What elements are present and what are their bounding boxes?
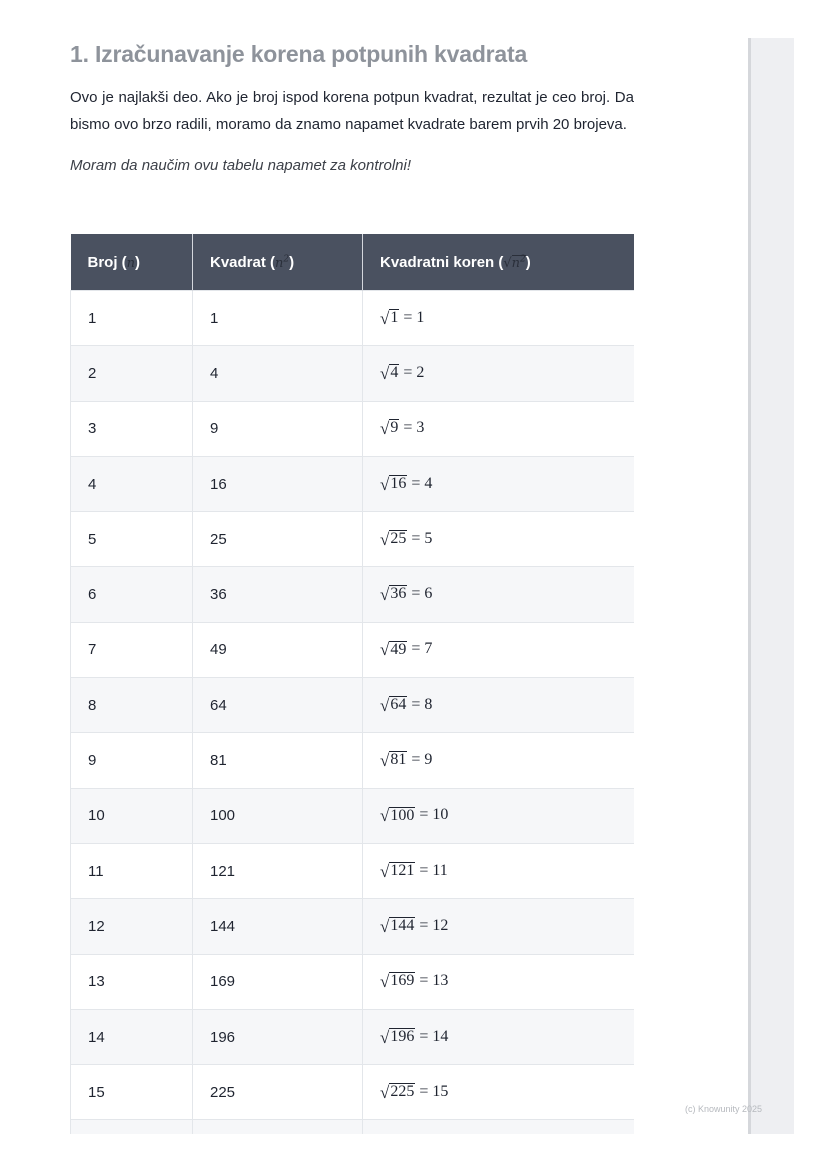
root-expression	[380, 530, 432, 548]
radicand: 9	[390, 419, 399, 437]
table-row	[71, 346, 635, 401]
cell-number: 15	[71, 1065, 193, 1120]
table-row	[71, 954, 635, 1009]
cell-square: 25	[193, 512, 363, 567]
header-number	[71, 234, 193, 291]
radical-icon: √	[380, 419, 390, 439]
cell-number: 10	[71, 788, 193, 843]
table-body	[71, 291, 635, 1135]
header-square	[193, 234, 363, 291]
root-expression	[380, 640, 432, 658]
radicand: 49	[390, 640, 407, 658]
root-result: 15	[432, 1082, 449, 1100]
cell-number: 14	[71, 1009, 193, 1064]
radical-icon: √	[380, 308, 390, 328]
radicand: 4	[390, 364, 399, 382]
root-expression	[380, 751, 432, 769]
equals-sign: =	[403, 419, 413, 437]
study-note: Moram da naučim ovu tabelu napamet za kontrolni!	[70, 157, 412, 174]
equals-sign: =	[411, 585, 421, 603]
radical-icon: √	[380, 1027, 390, 1047]
radical-icon: √	[380, 916, 390, 936]
cell-square: 64	[193, 678, 363, 733]
squares-table	[70, 234, 634, 1134]
table-row	[71, 843, 635, 898]
root-expression	[380, 1083, 448, 1101]
cell-root	[363, 1009, 635, 1064]
copyright-footer: (c) Knowunity 2025	[685, 1104, 763, 1114]
equals-sign: =	[419, 972, 429, 990]
cell-number: 5	[71, 512, 193, 567]
radicand: 81	[390, 751, 407, 769]
radicand: 100	[390, 806, 415, 824]
radicand: 144	[390, 917, 415, 935]
section-heading: 1. Izračunavanje korena potpunih kvadrata	[70, 41, 528, 67]
equals-sign: =	[403, 308, 413, 326]
root-expression	[380, 1028, 448, 1046]
cell-square: 144	[193, 899, 363, 954]
radical-icon: √	[380, 585, 390, 605]
cell-number: 3	[71, 401, 193, 456]
root-result: 2	[416, 363, 425, 381]
equals-sign: =	[403, 363, 413, 381]
cell-square: 1	[193, 291, 363, 346]
cell-root	[363, 678, 635, 733]
radical-icon: √	[380, 1082, 390, 1102]
cell-number: 6	[71, 567, 193, 622]
table-row	[71, 291, 635, 346]
squares-table-container	[70, 234, 634, 1134]
radicand: 16	[390, 474, 407, 492]
root-expression	[380, 309, 424, 327]
radicand: 25	[390, 530, 407, 548]
cell-root	[363, 291, 635, 346]
header-root	[363, 234, 635, 291]
radical-icon: √	[380, 861, 390, 881]
cell-root	[363, 567, 635, 622]
root-expression	[380, 475, 432, 493]
header-root-label: Kvadratni koren (	[380, 253, 504, 271]
cell-square: 9	[193, 401, 363, 456]
table-header-row	[71, 234, 635, 291]
cell-square: 169	[193, 954, 363, 1009]
root-expression	[380, 806, 448, 824]
cell-root	[363, 456, 635, 511]
root-result: 7	[424, 640, 433, 658]
equals-sign: =	[419, 806, 429, 824]
root-expression	[380, 364, 424, 382]
table-row	[71, 512, 635, 567]
cell-square: 100	[193, 788, 363, 843]
header-square-var: $n^2$	[275, 254, 290, 271]
table-row	[71, 567, 635, 622]
header-square-label: Kvadrat (	[210, 253, 276, 271]
radicand: 36	[390, 585, 407, 603]
root-expression	[380, 585, 432, 603]
cell-number: 8	[71, 678, 193, 733]
radicand: 196	[390, 1027, 415, 1045]
header-root-close: )	[525, 253, 531, 271]
cell-number: 13	[71, 954, 193, 1009]
root-result: 9	[424, 751, 433, 769]
header-number-close: )	[135, 253, 141, 271]
root-result: 3	[416, 419, 425, 437]
cell-square: 196	[193, 1009, 363, 1064]
header-number-var: n	[126, 255, 136, 271]
equals-sign: =	[411, 695, 421, 713]
cell-square: 4	[193, 346, 363, 401]
cell-square: 81	[193, 733, 363, 788]
cell-root	[363, 346, 635, 401]
root-result: 11	[432, 861, 448, 879]
equals-sign: =	[411, 529, 421, 547]
table-row	[71, 1009, 635, 1064]
table-row	[71, 456, 635, 511]
cell-root	[363, 843, 635, 898]
root-result: 10	[432, 806, 449, 824]
header-number-label: Broj (	[87, 253, 127, 271]
radicand: 1	[390, 308, 399, 326]
cell-root	[363, 512, 635, 567]
radical-icon: √	[380, 806, 390, 826]
cell-square: 36	[193, 567, 363, 622]
root-expression	[380, 419, 424, 437]
radicand: 64	[390, 695, 407, 713]
root-result: 6	[424, 585, 433, 603]
root-result: 4	[424, 474, 433, 492]
cell-square: 121	[193, 843, 363, 898]
radical-icon: √	[380, 474, 390, 494]
cell-root	[363, 401, 635, 456]
radical-icon: √	[380, 363, 390, 383]
radicand: 169	[390, 972, 415, 990]
radicand: 225	[390, 1083, 415, 1100]
table-row-partial	[71, 1120, 635, 1134]
root-result: 1	[416, 308, 425, 326]
cell-number: 1	[71, 291, 193, 346]
equals-sign: =	[411, 474, 421, 492]
page-scroll-margin	[748, 38, 794, 1134]
cell-number: 12	[71, 899, 193, 954]
cell-number: 11	[71, 843, 193, 898]
cell-root	[363, 899, 635, 954]
radicand: 121	[390, 861, 415, 879]
equals-sign: =	[419, 861, 429, 879]
cell-square: 49	[193, 622, 363, 677]
cell-root	[363, 954, 635, 1009]
root-expression	[380, 696, 432, 714]
radical-icon: √	[380, 751, 390, 771]
root-result: 5	[424, 529, 433, 547]
table-row	[71, 1065, 635, 1120]
root-result: 8	[424, 695, 433, 713]
cell-square: 225	[193, 1065, 363, 1120]
root-expression	[380, 862, 448, 880]
radical-icon: √	[380, 695, 390, 715]
table-row	[71, 622, 635, 677]
equals-sign: =	[419, 916, 429, 934]
cell-root	[363, 788, 635, 843]
header-root-var: $√n^2$	[503, 254, 526, 271]
table-row	[71, 678, 635, 733]
radical-icon: √	[380, 640, 390, 660]
cell-number: 2	[71, 346, 193, 401]
table-row	[71, 401, 635, 456]
cell-number: 4	[71, 456, 193, 511]
cell-number: 9	[71, 733, 193, 788]
root-expression	[380, 917, 448, 935]
table-row	[71, 899, 635, 954]
intro-paragraph: Ovo je najlakši deo. Ako je broj ispod korena potpun kvadrat, rezultat je ceo broj. Da bismo ovo brzo radili, moramo da znamo napamet kvadrate barem prvih 20 brojeva.	[70, 89, 634, 133]
table-row	[71, 733, 635, 788]
equals-sign: =	[419, 1027, 429, 1045]
table-row	[71, 788, 635, 843]
cell-root	[363, 622, 635, 677]
cell-square: 16	[193, 456, 363, 511]
root-expression	[380, 972, 448, 990]
header-square-close: )	[289, 253, 295, 271]
radical-icon: √	[380, 529, 390, 549]
document-body	[70, 38, 634, 178]
equals-sign: =	[419, 1082, 429, 1100]
root-result: 13	[432, 972, 449, 990]
cell-root	[363, 1065, 635, 1120]
root-result: 14	[432, 1027, 449, 1045]
equals-sign: =	[411, 640, 421, 658]
equals-sign: =	[411, 751, 421, 769]
cell-root	[363, 733, 635, 788]
cell-number: 7	[71, 622, 193, 677]
radical-icon: √	[380, 972, 390, 992]
root-result: 12	[432, 916, 449, 934]
